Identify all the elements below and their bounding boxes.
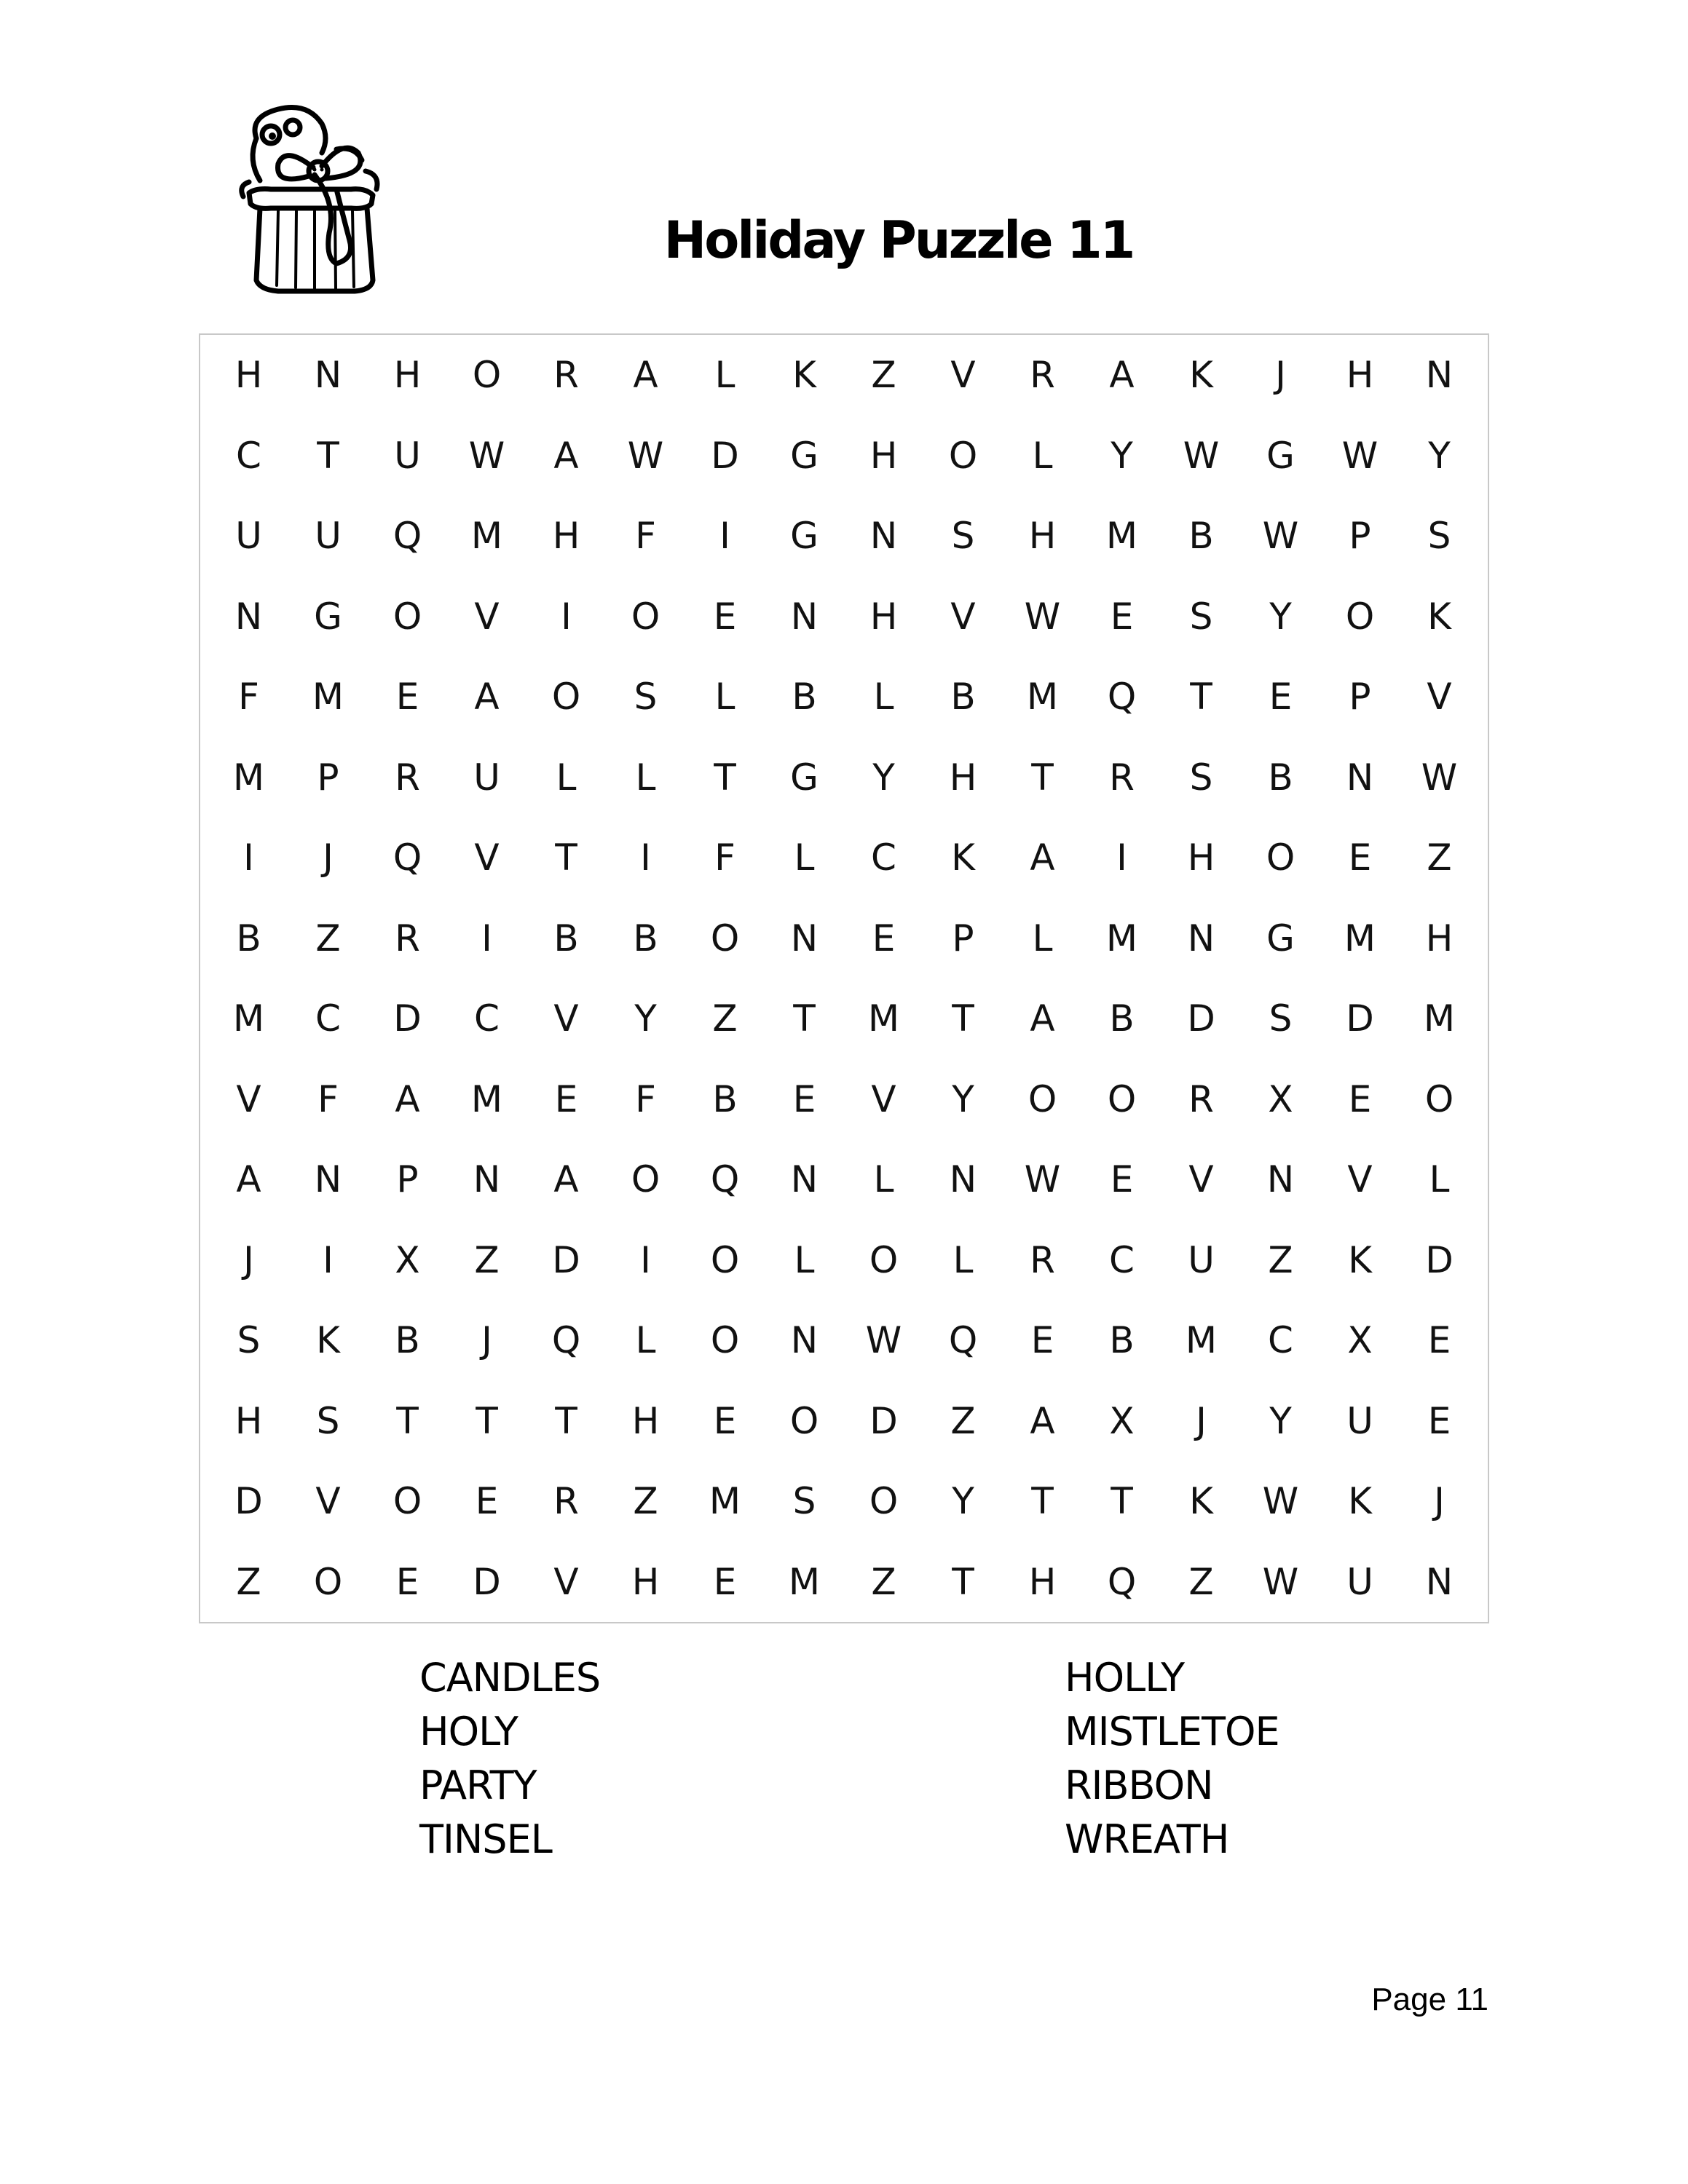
grid-letter: G bbox=[790, 434, 819, 477]
grid-letter: L bbox=[714, 354, 735, 397]
grid-letter: C bbox=[1109, 1238, 1135, 1281]
grid-letter: N bbox=[314, 354, 342, 397]
grid-letter: R bbox=[1030, 1238, 1055, 1281]
grid-letter: N bbox=[949, 1158, 977, 1201]
grid-letter: Z bbox=[1188, 1560, 1214, 1603]
grid-letter: E bbox=[713, 1399, 737, 1442]
grid-letter: T bbox=[1111, 1480, 1133, 1523]
grid-letter: Y bbox=[1111, 434, 1133, 477]
word-list-right bbox=[1065, 1651, 1279, 1867]
grid-letter: L bbox=[635, 756, 656, 799]
grid-letter: L bbox=[953, 1238, 974, 1281]
grid-letter: N bbox=[234, 595, 263, 638]
grid-letter: L bbox=[1032, 434, 1053, 477]
grid-letter: U bbox=[1188, 1238, 1215, 1281]
grid-letter: D bbox=[1187, 997, 1215, 1040]
grid-letter: Z bbox=[871, 354, 896, 397]
grid-letter: J bbox=[243, 1238, 254, 1281]
grid-letter: I bbox=[1116, 836, 1127, 879]
grid-letter: A bbox=[474, 676, 500, 719]
grid-letter: B bbox=[633, 917, 658, 960]
grid-letter: S bbox=[237, 1319, 261, 1362]
grid-letter: S bbox=[634, 676, 658, 719]
grid-letter: D bbox=[473, 1560, 501, 1603]
grid-letter: T bbox=[317, 434, 339, 477]
grid-letter: V bbox=[474, 836, 500, 879]
grid-letter: C bbox=[236, 434, 261, 477]
grid-letter: B bbox=[712, 1077, 738, 1120]
grid-letter: J bbox=[1434, 1480, 1445, 1523]
grid-letter: Y bbox=[872, 756, 895, 799]
grid-letter: A bbox=[553, 1158, 579, 1201]
grid-letter: N bbox=[1187, 917, 1215, 960]
word-search-grid bbox=[199, 333, 1489, 1623]
page-title: Holiday Puzzle 11 bbox=[663, 210, 1134, 270]
grid-letter: V bbox=[474, 595, 500, 638]
word-list-item: HOLY bbox=[419, 1709, 518, 1754]
grid-letter: O bbox=[631, 595, 660, 638]
grid-letter: Q bbox=[393, 836, 422, 879]
grid-letter: V bbox=[1427, 676, 1452, 719]
grid-letter: R bbox=[1030, 354, 1055, 397]
grid-letter: I bbox=[243, 836, 254, 879]
grid-letter: H bbox=[1346, 354, 1374, 397]
grid-letter: E bbox=[1110, 595, 1134, 638]
grid-letter: N bbox=[790, 1158, 819, 1201]
grid-letter: E bbox=[792, 1077, 816, 1120]
grid-letter: O bbox=[551, 676, 581, 719]
grid-letter: I bbox=[719, 515, 730, 558]
word-list-item: MISTLETOE bbox=[1065, 1709, 1279, 1754]
grid-letter: Y bbox=[1269, 1399, 1292, 1442]
grid-letter: N bbox=[869, 515, 898, 558]
grid-letter: I bbox=[323, 1238, 334, 1281]
grid-letter: T bbox=[952, 1560, 974, 1603]
grid-letter: T bbox=[793, 997, 816, 1040]
grid-letter: W bbox=[865, 1319, 902, 1362]
grid-letter: R bbox=[553, 354, 579, 397]
grid-letter: S bbox=[1427, 515, 1451, 558]
grid-letter: A bbox=[553, 434, 579, 477]
grid-letter: E bbox=[395, 676, 419, 719]
grid-letter: R bbox=[1109, 756, 1135, 799]
grid-letter: K bbox=[951, 836, 975, 879]
grid-letter: U bbox=[1346, 1560, 1373, 1603]
grid-letter: Z bbox=[871, 1560, 896, 1603]
grid-letter: D bbox=[711, 434, 739, 477]
grid-letter: Z bbox=[950, 1399, 976, 1442]
grid-letter: O bbox=[869, 1238, 899, 1281]
grid-letter: Z bbox=[474, 1238, 500, 1281]
grid-letter: K bbox=[1348, 1238, 1372, 1281]
word-list-item: RIBBON bbox=[1065, 1762, 1213, 1808]
grid-letter: I bbox=[640, 836, 651, 879]
grid-letter: M bbox=[1185, 1319, 1218, 1362]
grid-letter: D bbox=[393, 997, 422, 1040]
grid-letter: E bbox=[475, 1480, 499, 1523]
word-list-left bbox=[419, 1651, 600, 1867]
grid-letter: N bbox=[790, 1319, 819, 1362]
grid-letter: O bbox=[710, 917, 740, 960]
grid-letter: N bbox=[1266, 1158, 1295, 1201]
grid-letter: O bbox=[710, 1319, 740, 1362]
grid-letter: A bbox=[1030, 836, 1055, 879]
grid-letter: L bbox=[1032, 917, 1053, 960]
grid-letter: O bbox=[1107, 1077, 1137, 1120]
grid-letter: Z bbox=[1427, 836, 1452, 879]
grid-letter: N bbox=[1425, 354, 1454, 397]
grid-letter: N bbox=[314, 1158, 342, 1201]
grid-letter: O bbox=[393, 1480, 422, 1523]
grid-letter: O bbox=[710, 1238, 740, 1281]
grid-letter: U bbox=[394, 434, 421, 477]
grid-letter: T bbox=[714, 756, 736, 799]
grid-letter: K bbox=[792, 354, 816, 397]
grid-letter: E bbox=[1427, 1399, 1451, 1442]
grid-letter: J bbox=[1196, 1399, 1207, 1442]
grid-letter: S bbox=[316, 1399, 340, 1442]
grid-letter: K bbox=[316, 1319, 340, 1362]
grid-letter: W bbox=[1024, 1158, 1061, 1201]
grid-letter: N bbox=[790, 917, 819, 960]
grid-letter: A bbox=[1109, 354, 1135, 397]
grid-letter: S bbox=[1189, 595, 1213, 638]
grid-letter: E bbox=[713, 1560, 737, 1603]
grid-letter: R bbox=[553, 1480, 579, 1523]
grid-letter: G bbox=[1266, 434, 1295, 477]
grid-letter: S bbox=[792, 1480, 816, 1523]
grid-letter: W bbox=[1262, 515, 1299, 558]
grid-letter: X bbox=[1109, 1399, 1135, 1442]
grid-letter: J bbox=[323, 836, 334, 879]
grid-letter: J bbox=[481, 1319, 492, 1362]
grid-letter: W bbox=[468, 434, 505, 477]
grid-letter: Y bbox=[1269, 595, 1292, 638]
grid-letter: O bbox=[1424, 1077, 1454, 1120]
grid-letter: B bbox=[1188, 515, 1214, 558]
grid-letter: A bbox=[1030, 997, 1055, 1040]
grid-letter: H bbox=[1028, 1560, 1057, 1603]
page-number: Page 11 bbox=[1371, 1982, 1488, 2017]
grid-letter: U bbox=[473, 756, 500, 799]
word-list-item: WREATH bbox=[1065, 1816, 1229, 1862]
grid-letter: L bbox=[556, 756, 577, 799]
word-list-item: HOLLY bbox=[1065, 1655, 1185, 1701]
grid-letter: M bbox=[1026, 676, 1059, 719]
grid-letter: L bbox=[873, 1158, 894, 1201]
grid-letter: O bbox=[1266, 836, 1295, 879]
grid-letter: F bbox=[238, 676, 259, 719]
grid-letter: R bbox=[395, 917, 420, 960]
grid-letter: L bbox=[635, 1319, 656, 1362]
grid-letter: A bbox=[395, 1077, 420, 1120]
grid-letter: B bbox=[236, 917, 261, 960]
grid-letter: G bbox=[790, 515, 819, 558]
grid-letter: O bbox=[313, 1560, 343, 1603]
grid-letter: O bbox=[1028, 1077, 1057, 1120]
grid-letter: P bbox=[1349, 676, 1371, 719]
grid-letter: M bbox=[1105, 515, 1138, 558]
grid-letter: P bbox=[396, 1158, 419, 1201]
grid-letter: W bbox=[1262, 1480, 1299, 1523]
grid-letter: N bbox=[1425, 1560, 1454, 1603]
grid-letter: E bbox=[1110, 1158, 1134, 1201]
grid-letter: O bbox=[472, 354, 502, 397]
grid-letter: P bbox=[1349, 515, 1371, 558]
grid-letter: Y bbox=[1428, 434, 1451, 477]
grid-letter: H bbox=[1425, 917, 1454, 960]
grid-letter: D bbox=[552, 1238, 580, 1281]
grid-letter: H bbox=[1187, 836, 1215, 879]
grid-letter: M bbox=[709, 1480, 741, 1523]
grid-letter: S bbox=[1189, 756, 1213, 799]
grid-letter: V bbox=[315, 1480, 341, 1523]
grid-letter: G bbox=[790, 756, 819, 799]
grid-letter: H bbox=[631, 1399, 660, 1442]
grid-letter: I bbox=[481, 917, 492, 960]
grid-letter: Z bbox=[712, 997, 738, 1040]
grid-letter: Q bbox=[948, 1319, 978, 1362]
grid-letter: O bbox=[393, 595, 422, 638]
grid-letter: E bbox=[1269, 676, 1293, 719]
grid-letter: H bbox=[552, 515, 580, 558]
grid-letter: H bbox=[1028, 515, 1057, 558]
grid-letter: B bbox=[792, 676, 817, 719]
grid-letter: N bbox=[1346, 756, 1374, 799]
grid-letter: E bbox=[395, 1560, 419, 1603]
grid-letter: Z bbox=[236, 1560, 261, 1603]
grid-letter: S bbox=[1269, 997, 1293, 1040]
grid-letter: C bbox=[474, 997, 500, 1040]
grid-letter: M bbox=[1344, 917, 1376, 960]
grid-letter: B bbox=[950, 676, 976, 719]
grid-letter: V bbox=[553, 997, 579, 1040]
grid-letter: U bbox=[1346, 1399, 1373, 1442]
grid-letter: T bbox=[555, 1399, 577, 1442]
grid-letter: V bbox=[1188, 1158, 1214, 1201]
grid-letter: H bbox=[234, 354, 263, 397]
grid-letter: Y bbox=[952, 1077, 974, 1120]
grid-letter: T bbox=[1190, 676, 1212, 719]
grid-letter: X bbox=[395, 1238, 420, 1281]
grid-letter: B bbox=[553, 917, 579, 960]
grid-letter: O bbox=[869, 1480, 899, 1523]
grid-letter: O bbox=[631, 1158, 660, 1201]
grid-letter: Q bbox=[393, 515, 422, 558]
grid-letter: T bbox=[1031, 1480, 1054, 1523]
grid-letter: T bbox=[952, 997, 974, 1040]
grid-letter: Y bbox=[634, 997, 657, 1040]
grid-letter: H bbox=[869, 595, 898, 638]
grid-letter: H bbox=[393, 354, 422, 397]
grid-letter: V bbox=[236, 1077, 261, 1120]
grid-letter: C bbox=[315, 997, 341, 1040]
grid-letter: N bbox=[790, 595, 819, 638]
grid-letter: M bbox=[788, 1560, 821, 1603]
grid-letter: B bbox=[1109, 997, 1135, 1040]
grid-letter: B bbox=[395, 1319, 420, 1362]
grid-letter: M bbox=[232, 997, 265, 1040]
grid-letter: F bbox=[714, 836, 735, 879]
grid-letter: E bbox=[1030, 1319, 1054, 1362]
grid-letter: M bbox=[232, 756, 265, 799]
grid-letter: J bbox=[1275, 354, 1286, 397]
grid-letter: Q bbox=[551, 1319, 581, 1362]
grid-letter: B bbox=[1268, 756, 1293, 799]
grid-letter: W bbox=[1183, 434, 1220, 477]
grid-letter: M bbox=[470, 515, 503, 558]
grid-letter: A bbox=[633, 354, 658, 397]
grid-letter: E bbox=[1427, 1319, 1451, 1362]
grid-letter: W bbox=[627, 434, 664, 477]
grid-letter: F bbox=[318, 1077, 339, 1120]
grid-letter: Z bbox=[1268, 1238, 1293, 1281]
grid-letter: R bbox=[395, 756, 420, 799]
grid-letter: D bbox=[869, 1399, 898, 1442]
word-list-item: TINSEL bbox=[419, 1816, 552, 1862]
grid-letter: Z bbox=[315, 917, 341, 960]
grid-letter: O bbox=[948, 434, 978, 477]
grid-letter: R bbox=[1188, 1077, 1214, 1120]
grid-letter: A bbox=[1030, 1399, 1055, 1442]
grid-letter: D bbox=[1346, 997, 1374, 1040]
grid-letter: D bbox=[234, 1480, 263, 1523]
grid-letter: E bbox=[554, 1077, 578, 1120]
grid-letter: C bbox=[871, 836, 896, 879]
word-list-item: PARTY bbox=[419, 1762, 537, 1808]
grid-letter: L bbox=[1429, 1158, 1450, 1201]
grid-letter: T bbox=[1031, 756, 1054, 799]
grid-letter: T bbox=[396, 1399, 419, 1442]
grid-letter: W bbox=[1341, 434, 1379, 477]
grid-letter: E bbox=[1348, 1077, 1372, 1120]
grid-letter: I bbox=[640, 1238, 651, 1281]
grid-letter: K bbox=[1189, 354, 1213, 397]
grid-letter: X bbox=[1268, 1077, 1293, 1120]
grid-letter: E bbox=[713, 595, 737, 638]
grid-letter: F bbox=[635, 1077, 656, 1120]
grid-letter: V bbox=[871, 1077, 896, 1120]
grid-letter: T bbox=[555, 836, 577, 879]
grid-letter: S bbox=[951, 515, 975, 558]
grid-letter: H bbox=[631, 1560, 660, 1603]
grid-letter: U bbox=[315, 515, 342, 558]
grid-letter: E bbox=[872, 917, 896, 960]
grid-letter: P bbox=[952, 917, 974, 960]
grid-letter: B bbox=[1109, 1319, 1135, 1362]
grid-letter: M bbox=[312, 676, 344, 719]
grid-letter: V bbox=[1347, 1158, 1373, 1201]
grid-letter: H bbox=[869, 434, 898, 477]
grid-letter: K bbox=[1189, 1480, 1213, 1523]
grid-letter: L bbox=[714, 676, 735, 719]
grid-letter: H bbox=[949, 756, 977, 799]
grid-letter: P bbox=[317, 756, 339, 799]
grid-letter: Q bbox=[1107, 676, 1137, 719]
grid-letter: K bbox=[1348, 1480, 1372, 1523]
grid-letter: H bbox=[234, 1399, 263, 1442]
grid-letter: L bbox=[794, 836, 815, 879]
grid-letter: Z bbox=[633, 1480, 658, 1523]
grid-letter: K bbox=[1427, 595, 1451, 638]
grid-letter: N bbox=[473, 1158, 501, 1201]
grid-letter: O bbox=[789, 1399, 819, 1442]
grid-letter: X bbox=[1347, 1319, 1373, 1362]
grid-letter: W bbox=[1024, 595, 1061, 638]
grid-letter: M bbox=[470, 1077, 503, 1120]
grid-letter: M bbox=[1105, 917, 1138, 960]
grid-letter: Q bbox=[710, 1158, 740, 1201]
grid-letter: D bbox=[1425, 1238, 1454, 1281]
grid-letter: A bbox=[236, 1158, 261, 1201]
grid-letter: L bbox=[873, 676, 894, 719]
grid-letter: I bbox=[561, 595, 572, 638]
grid-letter: V bbox=[553, 1560, 579, 1603]
grid-letter: C bbox=[1268, 1319, 1293, 1362]
word-list-item: CANDLES bbox=[419, 1655, 601, 1701]
grid-letter: G bbox=[1266, 917, 1295, 960]
grid-letter: Q bbox=[1107, 1560, 1137, 1603]
grid-letter: Y bbox=[952, 1480, 974, 1523]
grid-letter: T bbox=[476, 1399, 498, 1442]
grid-letter: M bbox=[1423, 997, 1456, 1040]
grid-letter: V bbox=[950, 595, 976, 638]
grid-letter: L bbox=[794, 1238, 815, 1281]
grid-letter: G bbox=[314, 595, 342, 638]
grid-letter: F bbox=[635, 515, 656, 558]
grid-letter: O bbox=[1345, 595, 1375, 638]
grid-letter: V bbox=[950, 354, 976, 397]
grid-letter: W bbox=[1421, 756, 1458, 799]
grid-letter: M bbox=[867, 997, 900, 1040]
grid-letter: E bbox=[1348, 836, 1372, 879]
grid-letter: U bbox=[235, 515, 262, 558]
grid-letter: W bbox=[1262, 1560, 1299, 1603]
